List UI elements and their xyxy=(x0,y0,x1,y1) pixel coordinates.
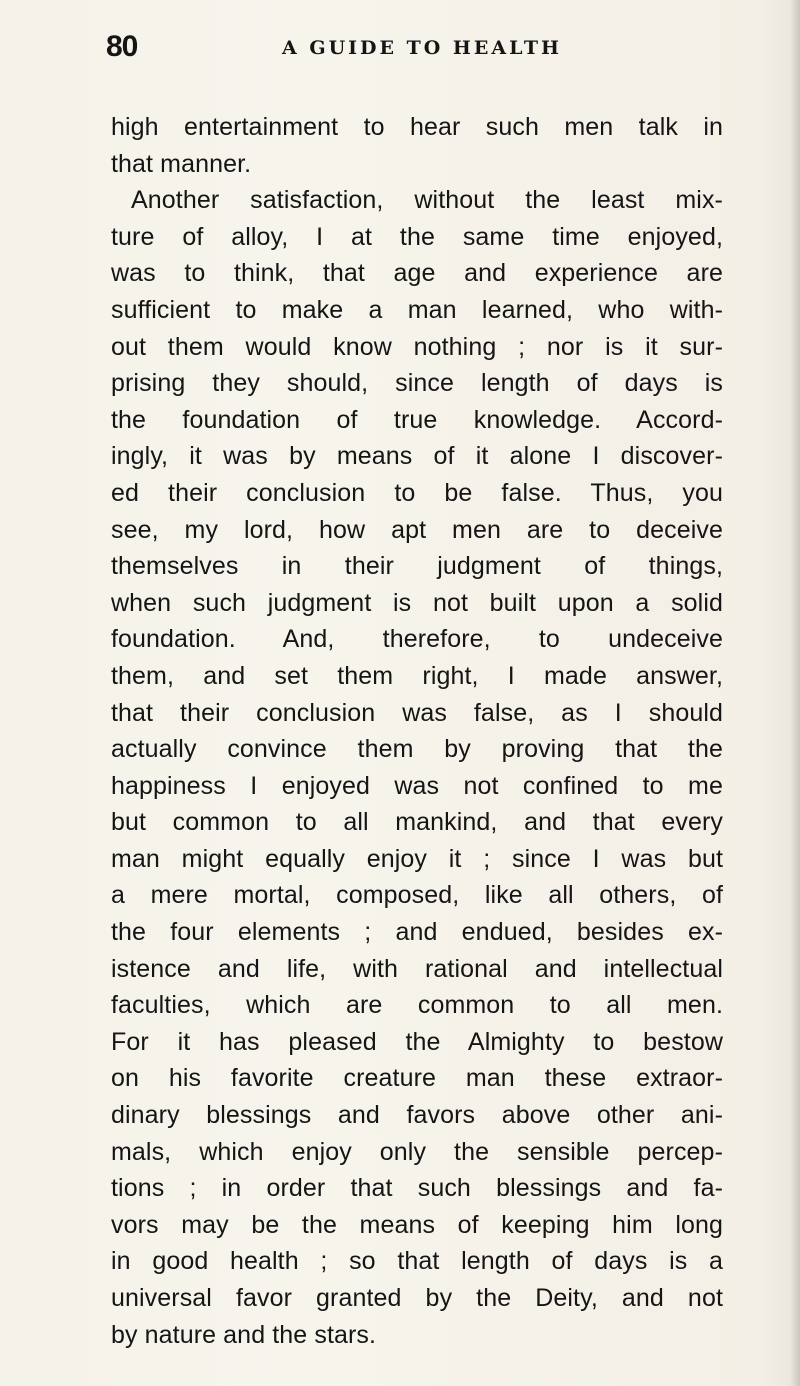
text-line: universal favor granted by the Deity, and not xyxy=(111,1284,723,1312)
page-edge-shadow xyxy=(790,0,800,1386)
text-line: a mere mortal, composed, like all others, of xyxy=(111,881,723,910)
text-line: dinary blessings and favors above other ani- xyxy=(111,1101,723,1130)
text-line: the foundation of true knowledge. Accord- xyxy=(111,405,723,434)
text-line: high entertainment to hear such men talk in xyxy=(111,113,723,141)
text-line: sufficient to make a man learned, who with- xyxy=(111,295,723,324)
text-line: ingly, it was by means of it alone I discover- xyxy=(111,442,723,471)
text-line: was to think, that age and experience are xyxy=(111,259,723,288)
text-line: prising they should, since length of days is xyxy=(111,369,723,398)
text-line: istence and life, with rational and intellectual xyxy=(111,954,723,983)
text-line: in good health ; so that length of days is a xyxy=(111,1247,723,1276)
text-line: that manner. xyxy=(111,149,252,178)
text-line: that their conclusion was false, as I should xyxy=(111,698,723,727)
text-line: vors may be the means of keeping him long xyxy=(111,1210,723,1239)
page-header xyxy=(106,30,746,70)
text-line: actually convince them by proving that the xyxy=(111,735,723,764)
text-line: see, my lord, how apt men are to deceive xyxy=(111,515,723,544)
text-line: mals, which enjoy only the sensible percep- xyxy=(111,1137,723,1166)
running-head: A GUIDE TO HEALTH xyxy=(282,37,562,59)
text-line: by nature and the stars. xyxy=(111,1320,377,1349)
text-line: happiness I enjoyed was not confined to me xyxy=(111,771,723,800)
text-line: the four elements ; and endued, besides ex- xyxy=(111,918,723,947)
page-number: 80 xyxy=(106,30,138,63)
text-line: on his favorite creature man these extraor- xyxy=(111,1064,723,1093)
text-line: tions ; in order that such blessings and fa- xyxy=(111,1174,723,1203)
text-line: For it has pleased the Almighty to bestow xyxy=(111,1027,723,1056)
text-line: but common to all mankind, and that every xyxy=(111,808,723,837)
text-line: out them would know nothing ; nor is it sur- xyxy=(111,332,723,361)
text-line: themselves in their judgment of things, xyxy=(111,552,723,581)
text-line: ed their conclusion to be false. Thus, you xyxy=(111,478,723,507)
text-line: man might equally enjoy it ; since I was but xyxy=(111,844,723,873)
text-line: them, and set them right, I made answer, xyxy=(111,661,723,690)
text-line: ture of alloy, I at the same time enjoyed, xyxy=(111,222,723,251)
text-line: when such judgment is not built upon a solid xyxy=(111,588,723,617)
text-line: faculties, which are common to all men. xyxy=(111,991,723,1020)
body-text xyxy=(111,109,723,1353)
text-line: foundation. And, therefore, to undeceive xyxy=(111,625,723,654)
text-line: Another satisfaction, without the least mix- xyxy=(131,186,723,215)
